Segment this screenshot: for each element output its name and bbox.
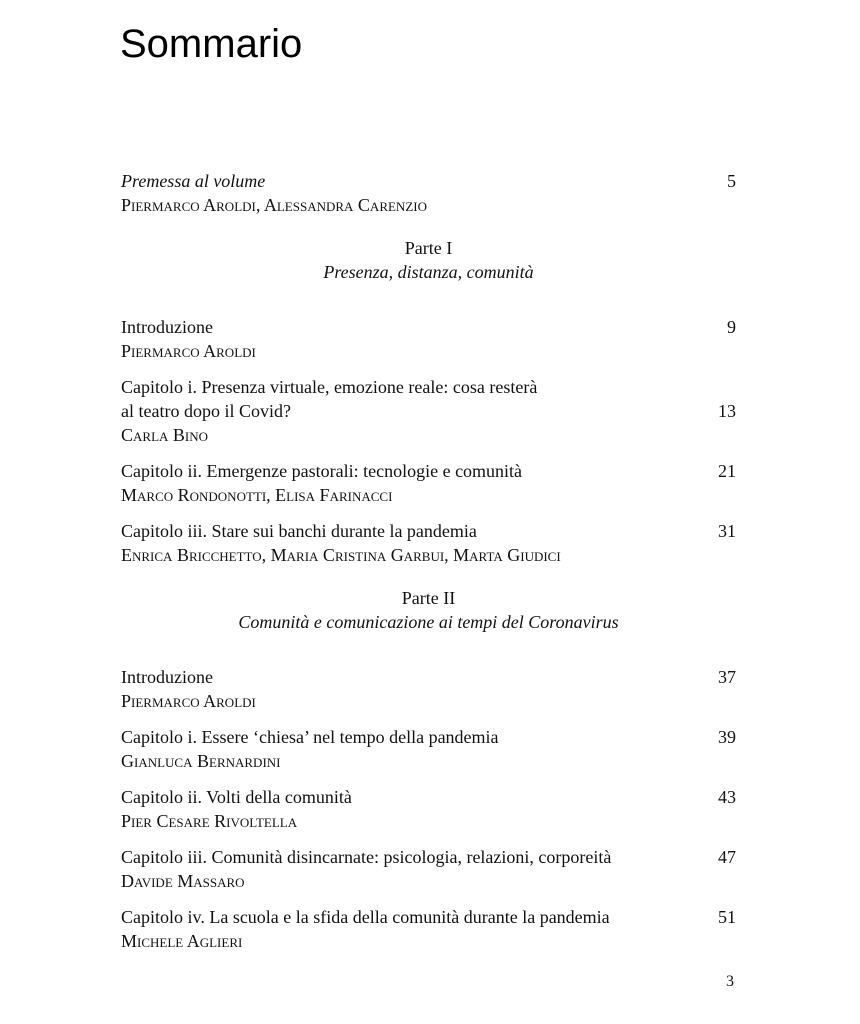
part-label: Parte I bbox=[404, 238, 453, 258]
toc-entry[interactable] bbox=[121, 785, 736, 833]
entry-page: 31 bbox=[718, 521, 736, 541]
page-title: Sommario bbox=[120, 22, 303, 66]
toc-entry[interactable] bbox=[121, 845, 736, 893]
entry-page: 51 bbox=[718, 907, 736, 927]
table-of-contents bbox=[121, 169, 736, 965]
entry-authors: Piermarco Aroldi bbox=[121, 691, 256, 711]
entry-title: Capitolo iii. Comunità disincarnate: psicologia, relazioni, corporeità bbox=[121, 847, 612, 867]
entry-title: Premessa al volume bbox=[121, 171, 266, 191]
entry-title: Capitolo iii. Stare sui banchi durante la pandemia bbox=[121, 521, 477, 541]
entry-authors: Carla Bino bbox=[121, 425, 209, 445]
entry-title-continued: al teatro dopo il Covid? bbox=[121, 401, 291, 421]
toc-entry[interactable] bbox=[121, 519, 736, 567]
entry-authors: Michele Aglieri bbox=[121, 931, 243, 951]
part-heading-2 bbox=[121, 586, 736, 634]
entry-page: 39 bbox=[718, 727, 736, 747]
entry-page: 13 bbox=[718, 401, 736, 421]
entry-authors: Piermarco Aroldi bbox=[121, 341, 256, 361]
part-subtitle: Comunità e comunicazione ai tempi del Coronavirus bbox=[238, 612, 619, 632]
entry-authors: Marco Rondonotti, Elisa Farinacci bbox=[121, 485, 393, 505]
entry-page: 5 bbox=[727, 171, 736, 191]
toc-entry-premessa[interactable] bbox=[121, 169, 736, 217]
entry-title: Capitolo iv. La scuola e la sfida della comunità durante la pandemia bbox=[121, 907, 610, 927]
entry-page: 9 bbox=[727, 317, 736, 337]
entry-page: 43 bbox=[718, 787, 736, 807]
entry-page: 37 bbox=[718, 667, 736, 687]
toc-entry[interactable] bbox=[121, 725, 736, 773]
entry-page: 47 bbox=[718, 847, 736, 867]
toc-entry[interactable] bbox=[121, 315, 736, 363]
entry-title: Capitolo i. Essere ‘chiesa’ nel tempo della pandemia bbox=[121, 727, 499, 747]
entry-authors: Enrica Bricchetto, Maria Cristina Garbui, Marta Giudici bbox=[121, 545, 561, 565]
entry-title: Introduzione bbox=[121, 667, 213, 687]
part-label: Parte II bbox=[401, 588, 456, 608]
entry-page: 21 bbox=[718, 461, 736, 481]
entry-title: Capitolo ii. Volti della comunità bbox=[121, 787, 352, 807]
entry-authors: Pier Cesare Rivoltella bbox=[121, 811, 298, 831]
toc-entry[interactable] bbox=[121, 375, 736, 447]
toc-entry[interactable] bbox=[121, 459, 736, 507]
entry-authors: Gianluca Bernardini bbox=[121, 751, 281, 771]
toc-entry[interactable] bbox=[121, 905, 736, 953]
toc-entry[interactable] bbox=[121, 665, 736, 713]
entry-title: Capitolo ii. Emergenze pastorali: tecnologie e comunità bbox=[121, 461, 523, 481]
entry-title: Capitolo i. Presenza virtuale, emozione reale: cosa resterà bbox=[121, 377, 538, 397]
page-number: 3 bbox=[726, 973, 734, 990]
entry-authors: Piermarco Aroldi, Alessandra Carenzio bbox=[121, 195, 427, 215]
part-heading-1 bbox=[121, 236, 736, 284]
entry-title: Introduzione bbox=[121, 317, 213, 337]
entry-authors: Davide Massaro bbox=[121, 871, 245, 891]
part-subtitle: Presenza, distanza, comunità bbox=[323, 262, 534, 282]
